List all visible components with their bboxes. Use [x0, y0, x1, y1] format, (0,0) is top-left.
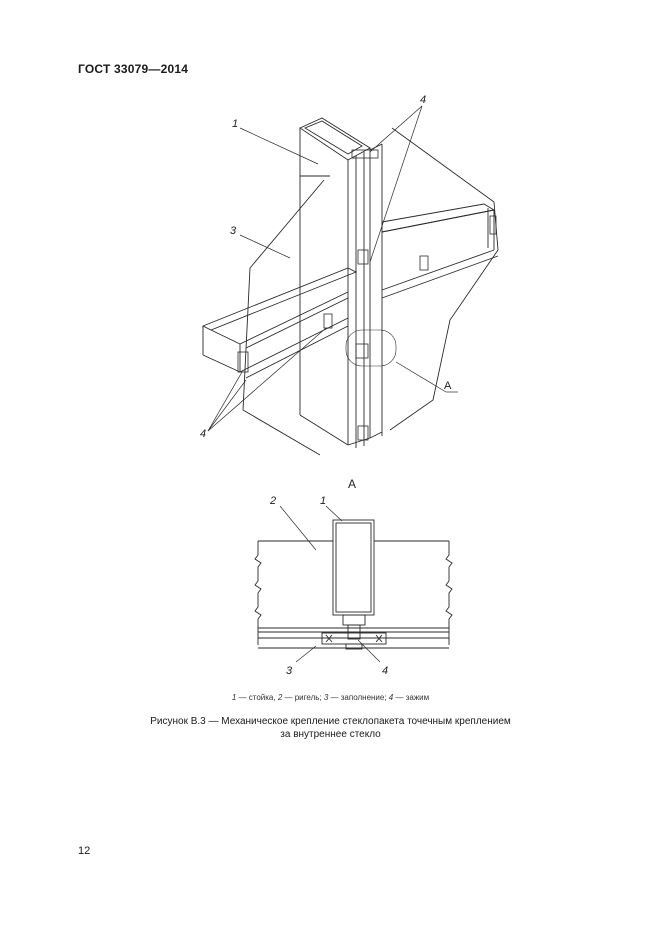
detail-a — [255, 477, 452, 677]
legend-text-3: — заполнение; — [328, 693, 389, 702]
detail-label-1: 1 — [320, 495, 327, 507]
label-zazhim-bottom: 4 — [200, 428, 207, 440]
legend-text-2: — ригель; — [282, 693, 324, 702]
label-view-mark: А — [444, 380, 452, 392]
legend-num-2: 2 — [277, 693, 283, 702]
glass-filling-outline — [243, 128, 498, 455]
leader-lines — [208, 106, 458, 431]
label-stoyka: 1 — [232, 118, 239, 130]
label-zazhim-top: 4 — [420, 94, 427, 106]
caption-line-2: за внутреннее стекло — [280, 729, 381, 740]
legend-text-1: — стойка, — [236, 693, 278, 702]
mullion-stoyka — [300, 118, 382, 448]
caption-line-1: Рисунок В.3 — Механическое крепление стеклопакета точечным креплением — [150, 716, 511, 727]
page-number: 12 — [78, 845, 91, 857]
detail-label-4: 4 — [382, 665, 389, 677]
detail-a-marker — [346, 330, 396, 366]
legend-text-4: — зажим — [393, 693, 430, 702]
document-standard-number: ГОСТ 33079—2014 — [78, 62, 189, 76]
figure-caption — [0, 715, 661, 741]
detail-title: А — [348, 477, 357, 491]
detail-label-2: 2 — [270, 495, 277, 507]
clamps — [238, 150, 496, 440]
legend-num-3: 3 — [323, 693, 329, 702]
legend-num-4: 4 — [388, 693, 394, 702]
figure-legend — [0, 693, 661, 702]
label-rigel: 3 — [230, 225, 237, 237]
legend-num-1: 1 — [231, 693, 237, 702]
detail-label-3: 3 — [286, 665, 293, 677]
